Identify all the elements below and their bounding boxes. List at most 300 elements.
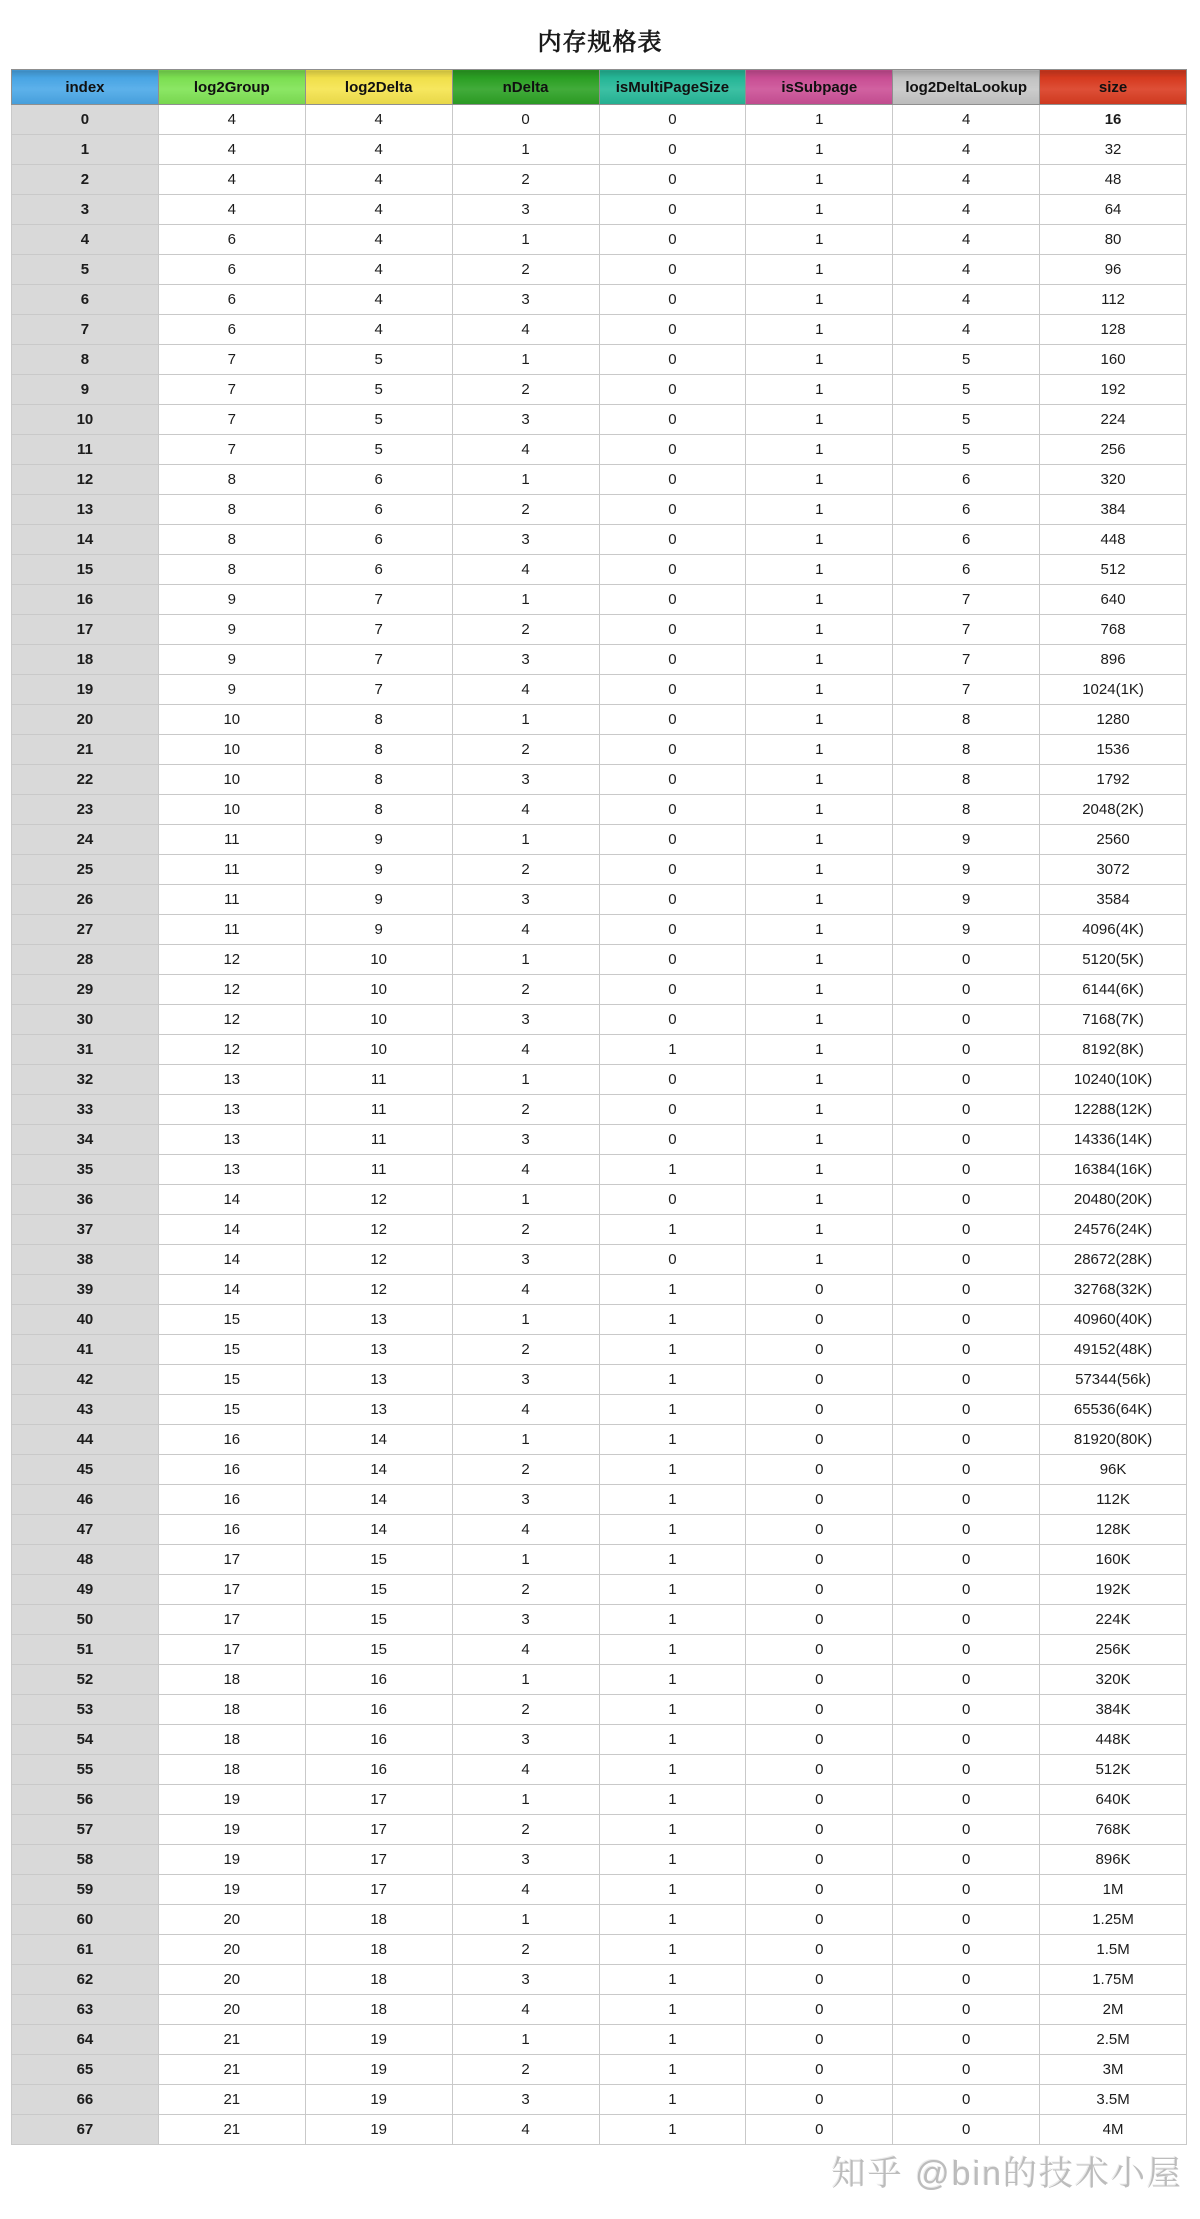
cell-isSubpage: 1 <box>746 285 893 315</box>
cell-size: 6144(6K) <box>1040 975 1187 1005</box>
cell-nDelta: 4 <box>452 795 599 825</box>
table-row <box>12 2115 1187 2145</box>
cell-isSubpage: 1 <box>746 1035 893 1065</box>
cell-nDelta: 3 <box>452 645 599 675</box>
memory-spec-table <box>11 69 1187 2145</box>
cell-isSubpage: 1 <box>746 585 893 615</box>
cell-isMultiPageSize: 1 <box>599 1545 746 1575</box>
cell-isSubpage: 0 <box>746 1515 893 1545</box>
table-row <box>12 435 1187 465</box>
cell-isMultiPageSize: 1 <box>599 1755 746 1785</box>
cell-log2Group: 8 <box>158 555 305 585</box>
cell-log2DeltaLookup: 0 <box>893 1575 1040 1605</box>
cell-index: 38 <box>12 1245 159 1275</box>
cell-log2Group: 20 <box>158 1965 305 1995</box>
cell-size: 81920(80K) <box>1040 1425 1187 1455</box>
table-row <box>12 1785 1187 1815</box>
cell-log2Delta: 17 <box>305 1785 452 1815</box>
cell-log2Delta: 18 <box>305 1935 452 1965</box>
cell-index: 12 <box>12 465 159 495</box>
cell-log2Group: 4 <box>158 195 305 225</box>
cell-isMultiPageSize: 0 <box>599 525 746 555</box>
table-row <box>12 165 1187 195</box>
cell-index: 9 <box>12 375 159 405</box>
cell-log2Group: 4 <box>158 135 305 165</box>
cell-size: 1.75M <box>1040 1965 1187 1995</box>
cell-isSubpage: 1 <box>746 615 893 645</box>
cell-log2Group: 19 <box>158 1815 305 1845</box>
cell-log2Group: 21 <box>158 2055 305 2085</box>
cell-index: 42 <box>12 1365 159 1395</box>
cell-log2DeltaLookup: 6 <box>893 465 1040 495</box>
table-row <box>12 1515 1187 1545</box>
cell-nDelta: 1 <box>452 1545 599 1575</box>
table-row <box>12 1845 1187 1875</box>
cell-isSubpage: 0 <box>746 1605 893 1635</box>
table-row <box>12 195 1187 225</box>
cell-isSubpage: 1 <box>746 555 893 585</box>
cell-log2Group: 10 <box>158 795 305 825</box>
cell-log2Delta: 6 <box>305 465 452 495</box>
cell-log2Delta: 10 <box>305 945 452 975</box>
table-row <box>12 1875 1187 1905</box>
cell-log2Delta: 5 <box>305 405 452 435</box>
cell-size: 3072 <box>1040 855 1187 885</box>
cell-nDelta: 3 <box>452 1605 599 1635</box>
cell-log2DeltaLookup: 0 <box>893 1965 1040 1995</box>
cell-nDelta: 1 <box>452 2025 599 2055</box>
table-row <box>12 495 1187 525</box>
cell-size: 49152(48K) <box>1040 1335 1187 1365</box>
cell-nDelta: 1 <box>452 225 599 255</box>
cell-nDelta: 2 <box>452 1575 599 1605</box>
cell-log2DeltaLookup: 5 <box>893 435 1040 465</box>
cell-log2Group: 17 <box>158 1605 305 1635</box>
cell-log2Group: 20 <box>158 1935 305 1965</box>
cell-isSubpage: 0 <box>746 1305 893 1335</box>
cell-log2Group: 11 <box>158 885 305 915</box>
cell-log2Delta: 4 <box>305 165 452 195</box>
cell-index: 52 <box>12 1665 159 1695</box>
cell-size: 3.5M <box>1040 2085 1187 2115</box>
cell-size: 1.5M <box>1040 1935 1187 1965</box>
cell-log2DeltaLookup: 4 <box>893 165 1040 195</box>
table-row <box>12 885 1187 915</box>
cell-log2Group: 16 <box>158 1425 305 1455</box>
cell-log2Delta: 8 <box>305 735 452 765</box>
column-header-index: index <box>12 70 159 105</box>
cell-index: 65 <box>12 2055 159 2085</box>
cell-size: 224K <box>1040 1605 1187 1635</box>
cell-isSubpage: 0 <box>746 1875 893 1905</box>
cell-isMultiPageSize: 0 <box>599 315 746 345</box>
cell-log2Group: 10 <box>158 705 305 735</box>
cell-nDelta: 2 <box>452 1335 599 1365</box>
cell-log2Group: 17 <box>158 1575 305 1605</box>
cell-log2DeltaLookup: 0 <box>893 1215 1040 1245</box>
cell-isSubpage: 1 <box>746 135 893 165</box>
cell-nDelta: 3 <box>452 285 599 315</box>
cell-log2Delta: 12 <box>305 1275 452 1305</box>
cell-index: 1 <box>12 135 159 165</box>
cell-isMultiPageSize: 0 <box>599 1005 746 1035</box>
cell-isSubpage: 1 <box>746 255 893 285</box>
cell-isMultiPageSize: 0 <box>599 765 746 795</box>
cell-size: 2048(2K) <box>1040 795 1187 825</box>
table-row <box>12 285 1187 315</box>
table-row <box>12 2025 1187 2055</box>
watermark: 知乎 @bin的技术小屋 <box>831 2155 1183 2193</box>
cell-log2Delta: 9 <box>305 885 452 915</box>
cell-size: 32768(32K) <box>1040 1275 1187 1305</box>
cell-log2Delta: 11 <box>305 1125 452 1155</box>
table-row <box>12 1575 1187 1605</box>
cell-log2Group: 9 <box>158 585 305 615</box>
table-row <box>12 1095 1187 1125</box>
cell-isSubpage: 0 <box>746 2025 893 2055</box>
cell-size: 768K <box>1040 1815 1187 1845</box>
cell-isMultiPageSize: 0 <box>599 225 746 255</box>
cell-log2Delta: 8 <box>305 765 452 795</box>
cell-log2Group: 11 <box>158 855 305 885</box>
cell-isMultiPageSize: 0 <box>599 555 746 585</box>
cell-log2DeltaLookup: 7 <box>893 645 1040 675</box>
cell-log2Delta: 16 <box>305 1755 452 1785</box>
cell-index: 21 <box>12 735 159 765</box>
cell-log2DeltaLookup: 7 <box>893 615 1040 645</box>
cell-size: 128 <box>1040 315 1187 345</box>
cell-log2Delta: 13 <box>305 1395 452 1425</box>
cell-isMultiPageSize: 1 <box>599 1995 746 2025</box>
cell-log2Delta: 16 <box>305 1725 452 1755</box>
cell-size: 2.5M <box>1040 2025 1187 2055</box>
cell-nDelta: 0 <box>452 105 599 135</box>
cell-isSubpage: 1 <box>746 645 893 675</box>
cell-isSubpage: 1 <box>746 375 893 405</box>
cell-isMultiPageSize: 1 <box>599 1635 746 1665</box>
cell-log2Delta: 16 <box>305 1695 452 1725</box>
cell-log2DeltaLookup: 4 <box>893 195 1040 225</box>
cell-size: 768 <box>1040 615 1187 645</box>
table-row <box>12 1065 1187 1095</box>
cell-index: 64 <box>12 2025 159 2055</box>
cell-isSubpage: 0 <box>746 2055 893 2085</box>
table-row <box>12 1905 1187 1935</box>
table-row <box>12 1425 1187 1455</box>
cell-log2Delta: 8 <box>305 705 452 735</box>
cell-index: 41 <box>12 1335 159 1365</box>
cell-log2Delta: 4 <box>305 195 452 225</box>
cell-index: 62 <box>12 1965 159 1995</box>
cell-log2Group: 12 <box>158 1035 305 1065</box>
cell-nDelta: 4 <box>452 1515 599 1545</box>
cell-log2DeltaLookup: 8 <box>893 795 1040 825</box>
cell-isMultiPageSize: 0 <box>599 435 746 465</box>
cell-index: 47 <box>12 1515 159 1545</box>
cell-log2Delta: 13 <box>305 1335 452 1365</box>
cell-log2Delta: 8 <box>305 795 452 825</box>
cell-log2Group: 12 <box>158 1005 305 1035</box>
cell-log2Delta: 11 <box>305 1065 452 1095</box>
cell-log2Delta: 18 <box>305 1995 452 2025</box>
cell-log2Delta: 14 <box>305 1455 452 1485</box>
cell-index: 39 <box>12 1275 159 1305</box>
cell-index: 20 <box>12 705 159 735</box>
cell-log2Group: 17 <box>158 1545 305 1575</box>
cell-size: 448 <box>1040 525 1187 555</box>
cell-log2Delta: 6 <box>305 525 452 555</box>
cell-index: 4 <box>12 225 159 255</box>
cell-log2Group: 16 <box>158 1455 305 1485</box>
cell-log2Group: 15 <box>158 1395 305 1425</box>
cell-isSubpage: 1 <box>746 435 893 465</box>
cell-nDelta: 3 <box>452 405 599 435</box>
cell-log2DeltaLookup: 4 <box>893 255 1040 285</box>
cell-size: 1792 <box>1040 765 1187 795</box>
cell-log2DeltaLookup: 6 <box>893 495 1040 525</box>
cell-log2DeltaLookup: 0 <box>893 1905 1040 1935</box>
cell-log2Group: 18 <box>158 1695 305 1725</box>
cell-log2Delta: 15 <box>305 1635 452 1665</box>
cell-size: 96K <box>1040 1455 1187 1485</box>
table-row <box>12 1965 1187 1995</box>
cell-index: 53 <box>12 1695 159 1725</box>
cell-log2Delta: 5 <box>305 345 452 375</box>
cell-size: 320 <box>1040 465 1187 495</box>
cell-index: 15 <box>12 555 159 585</box>
cell-isMultiPageSize: 1 <box>599 1515 746 1545</box>
cell-nDelta: 3 <box>452 1125 599 1155</box>
cell-index: 54 <box>12 1725 159 1755</box>
cell-log2Delta: 4 <box>305 135 452 165</box>
column-header-nDelta: nDelta <box>452 70 599 105</box>
table-row <box>12 1815 1187 1845</box>
cell-log2Delta: 14 <box>305 1515 452 1545</box>
cell-isMultiPageSize: 1 <box>599 1155 746 1185</box>
cell-log2DeltaLookup: 0 <box>893 1455 1040 1485</box>
cell-log2DeltaLookup: 0 <box>893 1395 1040 1425</box>
table-row <box>12 855 1187 885</box>
cell-isSubpage: 1 <box>746 825 893 855</box>
cell-log2DeltaLookup: 0 <box>893 1275 1040 1305</box>
table-row <box>12 675 1187 705</box>
cell-nDelta: 4 <box>452 1755 599 1785</box>
cell-log2Group: 14 <box>158 1185 305 1215</box>
cell-index: 59 <box>12 1875 159 1905</box>
cell-isMultiPageSize: 0 <box>599 615 746 645</box>
cell-size: 112 <box>1040 285 1187 315</box>
cell-isSubpage: 0 <box>746 1545 893 1575</box>
cell-log2Delta: 19 <box>305 2055 452 2085</box>
cell-size: 5120(5K) <box>1040 945 1187 975</box>
cell-size: 256K <box>1040 1635 1187 1665</box>
table-row <box>12 555 1187 585</box>
cell-size: 1536 <box>1040 735 1187 765</box>
cell-index: 18 <box>12 645 159 675</box>
cell-isSubpage: 1 <box>746 405 893 435</box>
cell-isMultiPageSize: 0 <box>599 1125 746 1155</box>
cell-index: 37 <box>12 1215 159 1245</box>
cell-log2Delta: 5 <box>305 375 452 405</box>
cell-log2Group: 6 <box>158 225 305 255</box>
cell-log2Delta: 7 <box>305 675 452 705</box>
cell-size: 48 <box>1040 165 1187 195</box>
cell-size: 896 <box>1040 645 1187 675</box>
table-row <box>12 795 1187 825</box>
cell-nDelta: 1 <box>452 1065 599 1095</box>
cell-log2DeltaLookup: 0 <box>893 1155 1040 1185</box>
cell-log2DeltaLookup: 4 <box>893 315 1040 345</box>
cell-log2Group: 17 <box>158 1635 305 1665</box>
cell-log2DeltaLookup: 0 <box>893 1635 1040 1665</box>
cell-index: 31 <box>12 1035 159 1065</box>
cell-log2Delta: 4 <box>305 285 452 315</box>
table-row <box>12 1395 1187 1425</box>
cell-index: 17 <box>12 615 159 645</box>
cell-log2DeltaLookup: 0 <box>893 1545 1040 1575</box>
cell-isMultiPageSize: 0 <box>599 1245 746 1275</box>
cell-isMultiPageSize: 0 <box>599 165 746 195</box>
cell-isSubpage: 1 <box>746 705 893 735</box>
cell-size: 4M <box>1040 2115 1187 2145</box>
cell-log2DeltaLookup: 0 <box>893 1995 1040 2025</box>
cell-nDelta: 1 <box>452 585 599 615</box>
table-row <box>12 825 1187 855</box>
cell-size: 80 <box>1040 225 1187 255</box>
cell-log2DeltaLookup: 4 <box>893 105 1040 135</box>
cell-isSubpage: 0 <box>746 1455 893 1485</box>
cell-nDelta: 1 <box>452 1905 599 1935</box>
cell-isMultiPageSize: 0 <box>599 495 746 525</box>
table-row <box>12 1455 1187 1485</box>
cell-size: 8192(8K) <box>1040 1035 1187 1065</box>
cell-log2Delta: 4 <box>305 315 452 345</box>
cell-log2Delta: 12 <box>305 1185 452 1215</box>
cell-isMultiPageSize: 1 <box>599 1605 746 1635</box>
cell-log2Group: 15 <box>158 1335 305 1365</box>
cell-log2DeltaLookup: 4 <box>893 135 1040 165</box>
cell-log2Delta: 11 <box>305 1095 452 1125</box>
cell-isMultiPageSize: 1 <box>599 1275 746 1305</box>
cell-log2Group: 4 <box>158 165 305 195</box>
cell-isSubpage: 0 <box>746 2115 893 2145</box>
cell-index: 11 <box>12 435 159 465</box>
cell-size: 112K <box>1040 1485 1187 1515</box>
cell-log2Group: 11 <box>158 825 305 855</box>
cell-nDelta: 1 <box>452 825 599 855</box>
cell-isMultiPageSize: 1 <box>599 2115 746 2145</box>
cell-index: 58 <box>12 1845 159 1875</box>
cell-log2Group: 18 <box>158 1665 305 1695</box>
cell-size: 160 <box>1040 345 1187 375</box>
cell-isMultiPageSize: 0 <box>599 375 746 405</box>
cell-size: 10240(10K) <box>1040 1065 1187 1095</box>
cell-isSubpage: 1 <box>746 1185 893 1215</box>
cell-log2Group: 19 <box>158 1785 305 1815</box>
table-row <box>12 135 1187 165</box>
cell-nDelta: 2 <box>452 1815 599 1845</box>
cell-isMultiPageSize: 0 <box>599 105 746 135</box>
cell-log2Group: 11 <box>158 915 305 945</box>
cell-isSubpage: 0 <box>746 1785 893 1815</box>
cell-log2Group: 21 <box>158 2115 305 2145</box>
cell-index: 40 <box>12 1305 159 1335</box>
cell-nDelta: 4 <box>452 675 599 705</box>
table-row <box>12 1305 1187 1335</box>
cell-isSubpage: 1 <box>746 345 893 375</box>
cell-isMultiPageSize: 0 <box>599 195 746 225</box>
cell-log2Group: 4 <box>158 105 305 135</box>
cell-log2Group: 9 <box>158 675 305 705</box>
cell-isMultiPageSize: 1 <box>599 1455 746 1485</box>
cell-nDelta: 1 <box>452 1185 599 1215</box>
cell-size: 256 <box>1040 435 1187 465</box>
cell-size: 65536(64K) <box>1040 1395 1187 1425</box>
cell-log2Group: 6 <box>158 255 305 285</box>
cell-nDelta: 3 <box>452 765 599 795</box>
table-row <box>12 1215 1187 1245</box>
cell-log2DeltaLookup: 0 <box>893 1245 1040 1275</box>
cell-log2DeltaLookup: 0 <box>893 1815 1040 1845</box>
table-row <box>12 1245 1187 1275</box>
cell-log2Group: 18 <box>158 1755 305 1785</box>
cell-log2Group: 12 <box>158 975 305 1005</box>
column-header-log2Delta: log2Delta <box>305 70 452 105</box>
cell-isSubpage: 1 <box>746 525 893 555</box>
cell-size: 7168(7K) <box>1040 1005 1187 1035</box>
cell-isSubpage: 0 <box>746 1935 893 1965</box>
cell-isMultiPageSize: 0 <box>599 585 746 615</box>
cell-index: 23 <box>12 795 159 825</box>
cell-isMultiPageSize: 0 <box>599 405 746 435</box>
cell-log2Delta: 15 <box>305 1575 452 1605</box>
cell-isMultiPageSize: 0 <box>599 1095 746 1125</box>
cell-log2DeltaLookup: 0 <box>893 1125 1040 1155</box>
cell-log2DeltaLookup: 0 <box>893 1935 1040 1965</box>
table-row <box>12 1725 1187 1755</box>
cell-log2DeltaLookup: 5 <box>893 405 1040 435</box>
cell-isMultiPageSize: 0 <box>599 255 746 285</box>
cell-nDelta: 4 <box>452 1275 599 1305</box>
cell-log2DeltaLookup: 6 <box>893 555 1040 585</box>
cell-index: 34 <box>12 1125 159 1155</box>
cell-size: 448K <box>1040 1725 1187 1755</box>
cell-isSubpage: 0 <box>746 1695 893 1725</box>
cell-size: 3584 <box>1040 885 1187 915</box>
column-header-log2Group: log2Group <box>158 70 305 105</box>
cell-isSubpage: 1 <box>746 105 893 135</box>
cell-size: 40960(40K) <box>1040 1305 1187 1335</box>
cell-isSubpage: 0 <box>746 1275 893 1305</box>
cell-isSubpage: 0 <box>746 1395 893 1425</box>
cell-isMultiPageSize: 1 <box>599 1875 746 1905</box>
cell-nDelta: 3 <box>452 1485 599 1515</box>
cell-log2Delta: 18 <box>305 1965 452 1995</box>
cell-log2Group: 13 <box>158 1095 305 1125</box>
cell-isSubpage: 1 <box>746 765 893 795</box>
cell-index: 10 <box>12 405 159 435</box>
table-row <box>12 225 1187 255</box>
table-row <box>12 1485 1187 1515</box>
cell-isSubpage: 1 <box>746 945 893 975</box>
cell-log2DeltaLookup: 0 <box>893 1005 1040 1035</box>
table-row <box>12 2085 1187 2115</box>
cell-index: 7 <box>12 315 159 345</box>
cell-nDelta: 3 <box>452 1365 599 1395</box>
cell-index: 35 <box>12 1155 159 1185</box>
table-row <box>12 405 1187 435</box>
cell-nDelta: 2 <box>452 615 599 645</box>
